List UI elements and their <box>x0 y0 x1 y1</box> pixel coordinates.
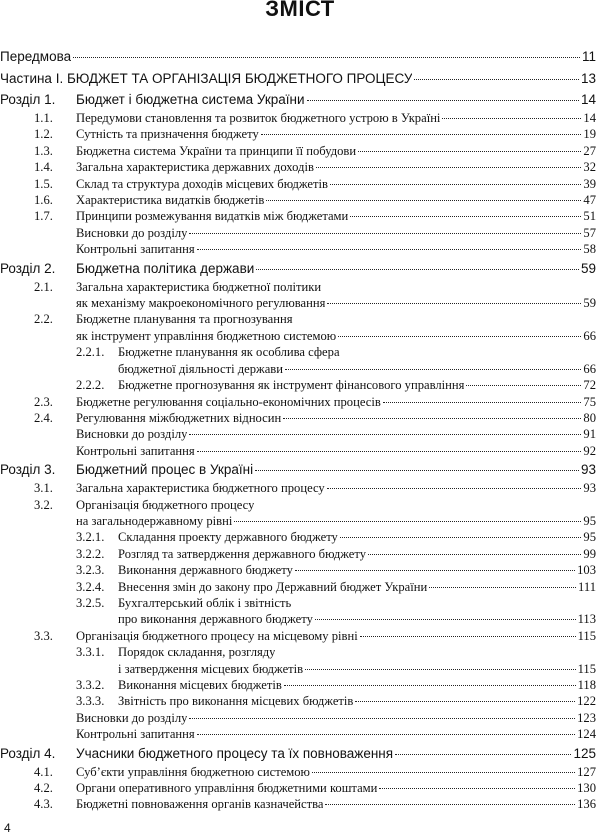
toc-entry <box>0 443 600 459</box>
toc-entry-label: як механізму макроекономічного регулювання <box>76 296 326 311</box>
toc-entry-page: 47 <box>583 193 596 208</box>
toc-entry-label: Порядок складання, розгляду <box>118 645 276 660</box>
toc-entry-page: 51 <box>583 209 596 224</box>
toc-entry-number: 3.2.4. <box>76 579 105 594</box>
dot-leader <box>315 619 576 620</box>
toc-entry-label: Сутність та призначення бюджету <box>76 127 259 142</box>
toc-entry-label: на загальнодержавному рівні <box>76 513 233 528</box>
toc-entry-label: Передмова <box>0 49 72 64</box>
toc-entry-page: 19 <box>583 127 596 142</box>
dot-leader <box>197 734 575 735</box>
toc-entry-page: 39 <box>583 176 596 191</box>
dot-leader <box>316 167 581 168</box>
toc-entry-page: 127 <box>577 764 596 779</box>
toc-entry-number: Розділ 4. <box>0 745 56 761</box>
toc-entry <box>0 48 600 66</box>
toc-entry-label: Бюджетні повноваження органів казначейства <box>76 797 324 812</box>
dot-leader <box>255 470 579 471</box>
toc-entry-number: 3.2.5. <box>76 595 105 610</box>
toc-entry-page: 32 <box>583 160 596 175</box>
toc-entry-number: 2.2. <box>34 312 53 327</box>
toc-entry-number: 2.1. <box>34 279 53 294</box>
toc-entry <box>0 377 600 393</box>
toc-entry-label: Бюджетне планування як особлива сфера <box>118 345 340 360</box>
toc-entry <box>0 513 600 529</box>
toc-entry-label: Бюджет і бюджетна система України <box>76 92 305 107</box>
toc-entry <box>0 595 600 611</box>
toc-entry <box>0 628 600 644</box>
toc-entry <box>0 546 600 562</box>
toc-entry-label: Бюджетна система України та принципи її побудови <box>76 143 357 158</box>
toc-entry-page: 58 <box>583 242 596 257</box>
toc-entry <box>0 562 600 578</box>
toc-entry-page: 130 <box>577 781 596 796</box>
dot-leader <box>295 570 575 571</box>
toc-entry-label: бюджетної діяльності держави <box>118 361 283 376</box>
toc-entry <box>0 91 600 109</box>
toc-entry <box>0 611 600 627</box>
toc-entry-page: 80 <box>583 410 596 425</box>
toc-entry-label: Виконання державного бюджету <box>118 563 293 578</box>
toc-entry <box>0 410 600 426</box>
dot-leader <box>197 249 582 250</box>
toc-entry-label: Бюджетне прогнозування як інструмент фінансового управління <box>118 378 465 393</box>
toc-entry-label: Регулювання міжбюджетних відносин <box>76 410 282 425</box>
dot-leader <box>283 418 581 419</box>
dot-leader <box>327 488 582 489</box>
toc-entry <box>0 726 600 742</box>
table-of-contents <box>0 44 600 813</box>
toc-entry-label: Загальна характеристика бюджетного процесу <box>76 481 325 496</box>
dot-leader <box>284 685 576 686</box>
toc-entry-page: 103 <box>577 563 596 578</box>
dot-leader <box>325 804 575 805</box>
toc-entry-number: Розділ 1. <box>0 92 56 107</box>
toc-entry-page: 72 <box>583 378 596 393</box>
toc-entry <box>0 361 600 377</box>
dot-leader <box>327 303 581 304</box>
toc-entry-label: Суб’єкти управління бюджетною системою <box>76 764 310 779</box>
toc-entry-page: 125 <box>573 745 596 761</box>
toc-entry-number: 3.3.2. <box>76 678 105 692</box>
toc-entry-number: 3.3.1. <box>76 645 105 660</box>
toc-entry-label: Висновки до розділу <box>76 225 188 240</box>
toc-entry-number: 4.2. <box>34 781 53 796</box>
toc-entry-label: Бюджетне планування та прогнозування <box>76 312 293 327</box>
toc-entry-page: 123 <box>577 710 596 725</box>
toc-entry-number: 3.3. <box>34 628 53 643</box>
toc-entry <box>0 780 600 796</box>
toc-entry-page: 57 <box>583 225 596 240</box>
toc-entry-page: 124 <box>577 727 596 742</box>
toc-entry-label: Характеристика видатків бюджетів <box>76 193 265 208</box>
toc-entry-number: 4.1. <box>34 764 53 779</box>
dot-leader <box>358 151 581 152</box>
toc-entry-label: Загальна характеристика державних доходів <box>76 160 314 175</box>
dot-leader <box>442 118 581 119</box>
toc-entry-label: Висновки до розділу <box>76 427 188 442</box>
toc-entry-label: Бюджетне регулювання соціально-економічних процесів <box>76 394 381 409</box>
dot-leader <box>379 788 575 789</box>
dot-leader <box>395 754 571 755</box>
toc-entry-page: 113 <box>577 612 596 627</box>
toc-entry-page: 92 <box>583 443 596 458</box>
dot-leader <box>383 402 582 403</box>
dot-leader <box>307 100 579 101</box>
toc-entry <box>0 480 600 496</box>
dot-leader <box>338 336 581 337</box>
toc-entry-page: 122 <box>577 694 596 709</box>
dot-leader <box>368 554 581 555</box>
toc-entry <box>0 764 600 780</box>
toc-entry <box>0 176 600 192</box>
toc-entry <box>0 579 600 595</box>
toc-entry-label: Бюджетний процес в Україні <box>76 462 254 478</box>
toc-entry-label: про виконання державного бюджету <box>118 612 313 627</box>
toc-entry <box>0 70 600 88</box>
toc-entry-page: 27 <box>583 143 596 158</box>
toc-entry <box>0 225 600 241</box>
toc-entry-label: Органи оперативного управління бюджетними коштами <box>76 781 378 796</box>
toc-entry-label: Організація бюджетного процесу <box>76 497 255 512</box>
toc-entry <box>0 260 600 278</box>
toc-entry <box>0 394 600 410</box>
toc-entry-page: 13 <box>580 71 596 86</box>
dot-leader <box>285 369 581 370</box>
dot-leader <box>266 200 581 201</box>
toc-entry <box>0 159 600 175</box>
toc-entry-label: Контрольні запитання <box>76 443 195 458</box>
toc-entry-number: 3.2.3. <box>76 563 105 578</box>
toc-entry <box>0 295 600 311</box>
toc-entry <box>0 644 600 660</box>
toc-entry-page: 118 <box>577 678 596 692</box>
toc-entry-page: 14 <box>583 111 596 125</box>
toc-entry-label: Учасники бюджетного процесу та їх повноваження <box>76 745 394 761</box>
toc-entry-number: 3.2. <box>34 497 53 512</box>
toc-entry <box>0 661 600 677</box>
toc-entry-number: 4.3. <box>34 797 53 812</box>
toc-entry-page: 93 <box>580 462 596 478</box>
toc-entry-number: Розділ 2. <box>0 260 56 276</box>
toc-entry-page: 95 <box>583 513 596 528</box>
toc-entry <box>0 241 600 257</box>
toc-entry-label: Принципи розмежування видатків між бюджетами <box>76 209 349 224</box>
toc-entry-label: і затвердження місцевих бюджетів <box>118 661 304 676</box>
dot-leader <box>312 772 575 773</box>
toc-entry-number: 1.6. <box>34 193 53 208</box>
toc-entry-label: Розгляд та затвердження державного бюджету <box>118 546 367 561</box>
toc-entry-page: 59 <box>583 296 596 311</box>
toc-entry-label: Передумови становлення та розвиток бюджетного устрою в Україні <box>76 111 441 125</box>
toc-entry-page: 91 <box>583 427 596 442</box>
toc-entry-page: 115 <box>577 628 596 643</box>
toc-entry-page: 95 <box>583 530 596 545</box>
toc-entry-label: як інструмент управління бюджетною системою <box>76 328 337 343</box>
toc-entry-page: 115 <box>577 661 596 676</box>
toc-entry <box>0 461 600 479</box>
toc-entry-number: 1.7. <box>34 209 53 224</box>
dot-leader <box>189 434 581 435</box>
dot-leader <box>73 57 580 58</box>
toc-entry-number: 2.2.1. <box>76 345 105 360</box>
toc-entry-page: 75 <box>583 394 596 409</box>
dot-leader <box>466 385 581 386</box>
dot-leader <box>350 216 581 217</box>
toc-entry <box>0 143 600 159</box>
dot-leader <box>330 184 581 185</box>
dot-leader <box>414 79 579 80</box>
toc-entry-number: 3.1. <box>34 481 53 496</box>
toc-entry-page: 66 <box>583 361 596 376</box>
dot-leader <box>189 718 575 719</box>
dot-leader <box>234 521 581 522</box>
toc-entry-page: 111 <box>578 579 596 594</box>
dot-leader <box>256 269 579 270</box>
dot-leader <box>360 636 576 637</box>
toc-entry <box>0 796 600 812</box>
toc-entry-number: 2.3. <box>34 394 53 409</box>
dot-leader <box>340 537 582 538</box>
toc-entry-number: Розділ 3. <box>0 462 56 478</box>
dot-leader <box>305 669 575 670</box>
toc-entry-number: 1.1. <box>34 111 53 125</box>
toc-entry <box>0 497 600 513</box>
toc-entry-label: Бюджетна політика держави <box>76 260 255 276</box>
toc-entry-label: Організація бюджетного процесу на місцевому рівні <box>76 628 358 643</box>
toc-entry-number: 1.4. <box>34 160 53 175</box>
toc-entry <box>0 693 600 709</box>
page-title: ЗМІСТ <box>265 0 335 21</box>
toc-entry-page: 99 <box>583 546 596 561</box>
toc-entry-label: Внесення змін до закону про Державний бюджет України <box>118 579 428 594</box>
toc-entry <box>0 745 600 763</box>
toc-entry-label: Виконання місцевих бюджетів <box>118 678 282 692</box>
toc-entry-number: 3.2.1. <box>76 530 105 545</box>
toc-entry-number: 1.2. <box>34 127 53 142</box>
toc-entry <box>0 677 600 693</box>
toc-entry-label: Загальна характеристика бюджетної політики <box>76 279 322 294</box>
toc-entry <box>0 529 600 545</box>
toc-entry-page: 93 <box>583 481 596 496</box>
toc-entry <box>0 192 600 208</box>
toc-entry <box>0 328 600 344</box>
toc-entry <box>0 344 600 360</box>
toc-entry-page: 11 <box>581 49 596 64</box>
toc-entry-label: Контрольні запитання <box>76 242 195 257</box>
dot-leader <box>355 701 575 702</box>
toc-entry <box>0 110 600 126</box>
toc-entry <box>0 426 600 442</box>
dot-leader <box>197 451 582 452</box>
toc-entry <box>0 710 600 726</box>
toc-entry-number: 2.2.2. <box>76 378 105 393</box>
toc-entry-page: 14 <box>580 92 596 107</box>
dot-leader <box>189 233 581 234</box>
toc-entry-label: Частина І. БЮДЖЕТ ТА ОРГАНІЗАЦІЯ БЮДЖЕТНОГО ПРОЦЕСУ <box>0 71 413 86</box>
toc-entry-page: 66 <box>583 328 596 343</box>
toc-entry-label: Висновки до розділу <box>76 710 188 725</box>
toc-entry-label: Складання проекту державного бюджету <box>118 530 338 545</box>
toc-entry-label: Склад та структура доходів місцевих бюджетів <box>76 176 328 191</box>
toc-entry-number: 1.5. <box>34 176 53 191</box>
toc-entry-number: 2.4. <box>34 410 53 425</box>
toc-entry-label: Бухгалтерський облік і звітність <box>118 595 292 610</box>
toc-entry-page: 136 <box>577 797 596 812</box>
toc-entry-label: Звітність про виконання місцевих бюджетів <box>118 694 354 709</box>
dot-leader <box>429 587 576 588</box>
toc-entry-number: 3.2.2. <box>76 546 105 561</box>
toc-entry <box>0 279 600 295</box>
toc-entry-label: Контрольні запитання <box>76 727 195 742</box>
toc-entry-number: 1.3. <box>34 143 53 158</box>
toc-entry <box>0 126 600 142</box>
toc-entry <box>0 311 600 327</box>
toc-entry <box>0 208 600 224</box>
dot-leader <box>261 134 582 135</box>
toc-entry-number: 3.3.3. <box>76 694 105 709</box>
toc-entry-page: 59 <box>580 260 596 276</box>
page-number: 4 <box>4 821 11 835</box>
